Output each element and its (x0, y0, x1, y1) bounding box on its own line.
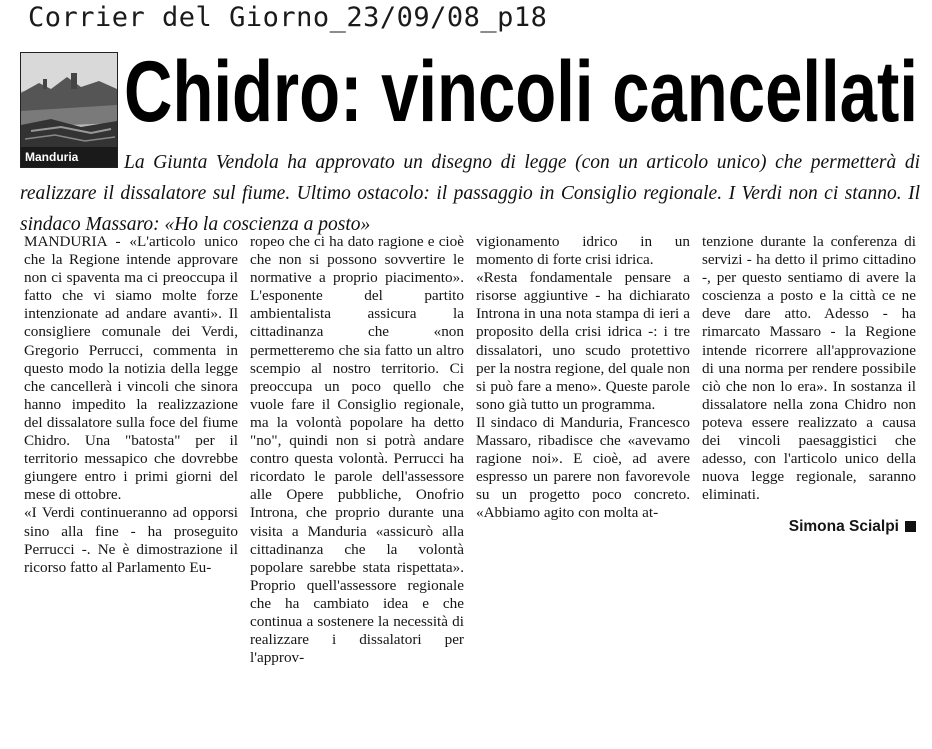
paragraph: ropeo che ci ha dato ragione e cioè che non si possono sovvertire le normative a proprio piacimento». L'esponente del partito ambientalista assicura la cittadinanza che «non permetteremo che sia fatto un altro scempio al nostro territorio. Ci preoccupa un poco quello che vuole fare il Consiglio regionale, ma la volontà popolare ha detto "no", quindi non si potrà andare contro questa volontà. Perrucci ha ricordato le parole dell'assessore alle Opere pubbliche, Onofrio Introna, che proprio durante una visita a Manduria «assicurò alla cittadinanza che la volontà popolare sarebbe stata rispettata». Proprio quell'assessore regionale che ha cambiato idea e che continua a sostenere la necessità di realizzare i dissalatori per l'approv- (250, 233, 464, 667)
article-body (24, 233, 916, 749)
article-column-4 (702, 233, 916, 749)
paragraph: «Resta fondamentale pensare a risorse aggiuntive - ha dichiarato Introna in una nota stampa di ieri a proposito della crisi idrica -: i tre dissalatori, uno scudo protettivo per la nostra regione, del quale non si può fare a meno». Queste parole sono già tutto un programma. (476, 269, 690, 413)
paragraph: Il sindaco di Manduria, Francesco Massaro, ribadisce che «avevamo ragione noi». E cioè, ad avere espresso un parere non favorevole su un progetto poco concreto. «Abbiamo agito con molta at- (476, 413, 690, 522)
article-column-3 (476, 233, 690, 749)
byline (702, 518, 916, 536)
source-citation: Corrier del Giorno_23/09/08_p18 (28, 2, 548, 33)
paragraph: MANDURIA - «L'articolo unico che la Regione intende approvare non ci spaventa ma ci preoccupa il fatto che vi siamo molte forze intenzionate ad andare avanti». Il consigliere comunale dei Verdi, Gregorio Perrucci, commenta in questo modo la notizia della legge che cancellerà i vincoli che sinora hanno impedito la realizzazione del dissalatore sulla foce del fiume Chidro. Una "batosta" per il territorio messapico che dovrebbe giungere entro i primi giorni del mese di ottobre. (24, 233, 238, 504)
paragraph: vigionamento idrico in un momento di forte crisi idrica. (476, 233, 690, 269)
article-column-2 (250, 233, 464, 749)
article-column-1 (24, 233, 238, 749)
headline (124, 44, 920, 140)
headline-text: Chidro: vincoli cancellati (124, 44, 918, 140)
end-mark-icon (905, 521, 916, 532)
author-name: Simona Scialpi (788, 518, 899, 536)
subheadline: La Giunta Vendola ha approvato un disegno di legge (con un articolo unico) che permetterà di realizzare il dissalatore sul fiume. Ultimo ostacolo: il passaggio in Consiglio regionale. I Verdi non ci stanno. Il sindaco Massaro: «Ho la coscienza a posto» (20, 152, 920, 235)
photo-location-label: Manduria (21, 147, 117, 167)
paragraph: tenzione durante la conferenza di servizi - ha detto il primo cittadino -, per questo sentiamo di avere la coscienza a posto e la città ce ne deve dare atto. Adesso - ha rimarcato Massaro - la Regione intende ricorrere all'approvazione di una norma per rendere possibile ciò che non lo era». In sostanza il dissalatore nella zona Chidro non poteva essere realizzato a causa dei vincoli paesaggistici che adesso, con l'articolo unico della nuova legge regionale, saranno eliminati. (702, 233, 916, 504)
paragraph: «I Verdi continueranno ad opporsi sino alla fine - ha proseguito Perrucci -. Ne è dimostrazione il ricorso fatto al Parlamento Eu- (24, 504, 238, 576)
